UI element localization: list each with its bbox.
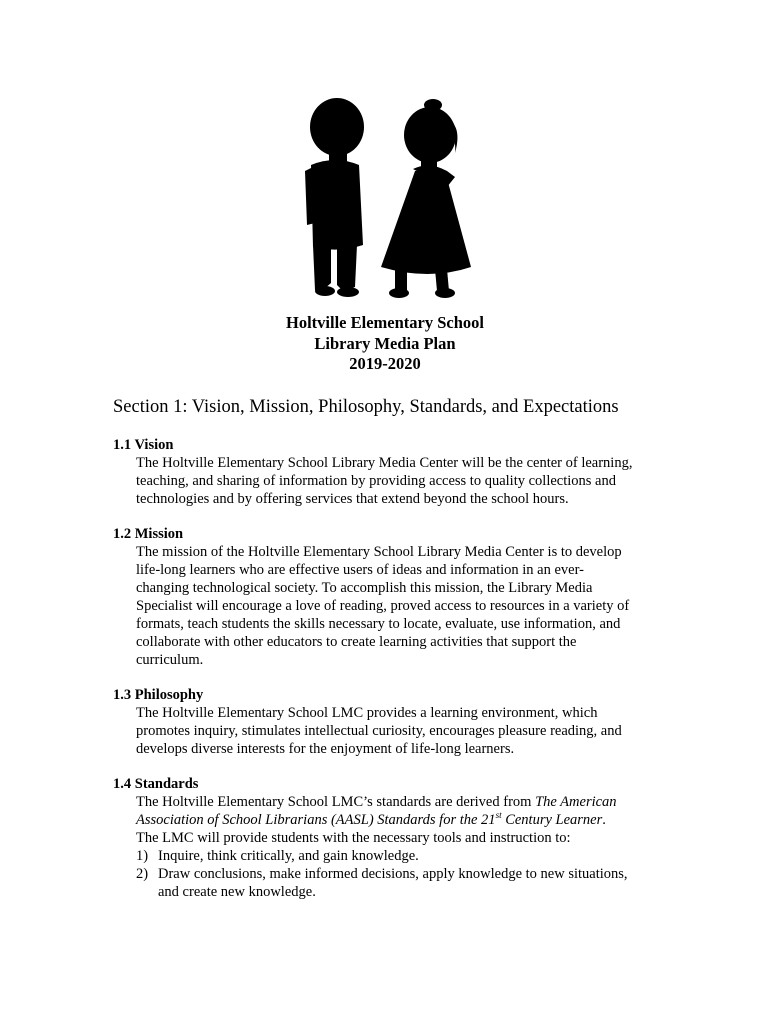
list-item-text: and create new knowledge.: [158, 884, 316, 900]
mission-line: changing technological society. To accomplish this mission, the Library Media: [136, 580, 593, 596]
mission-line: collaborate with other educators to create learning activities that support the: [136, 634, 577, 650]
mission-paragraph: [136, 543, 673, 669]
list-item: [136, 865, 673, 901]
mission-line: formats, teach students the skills necessary to locate, evaluate, use information, and: [136, 616, 621, 632]
standards-list: [136, 847, 673, 901]
standards-text: The Holtville Elementary School LMC’s standards are derived from: [136, 794, 536, 810]
document-title-block: [0, 313, 770, 375]
plan-year: 2019-2020: [349, 354, 421, 373]
aasl-title-part: Association of School Librarians (AASL) Standards for the 21: [136, 812, 496, 828]
school-name: Holtville Elementary School: [286, 313, 484, 332]
mission-heading: 1.2 Mission: [113, 526, 184, 542]
standards-paragraph: [136, 793, 673, 847]
standards-line: [136, 793, 673, 811]
aasl-title-part: Century Learner: [501, 812, 603, 828]
section-heading: Section 1: Vision, Mission, Philosophy, Standards, and Expectations: [113, 397, 619, 417]
list-number: 2): [136, 866, 149, 882]
philosophy-paragraph: [136, 704, 673, 758]
mission-line: The mission of the Holtville Elementary School Library Media Center is to develop: [136, 544, 622, 560]
standards-heading: 1.4 Standards: [113, 776, 199, 792]
mission-line: curriculum.: [136, 652, 204, 668]
vision-line: teaching, and sharing of information by providing access to quality collections and: [136, 473, 616, 489]
boy-silhouette: [305, 98, 364, 297]
philosophy-line: develops diverse interests for the enjoyment of life-long learners.: [136, 741, 515, 757]
philosophy-line: The Holtville Elementary School LMC provides a learning environment, which: [136, 705, 598, 721]
girl-silhouette: [381, 99, 471, 298]
ordinal-suffix: st: [495, 810, 502, 821]
children-silhouette-illustration: [295, 95, 480, 300]
document-body: [113, 436, 673, 901]
list-item-text: Inquire, think critically, and gain knowledge.: [158, 848, 419, 864]
list-item: [136, 847, 673, 865]
mission-line: life-long learners who are effective users of ideas and information in an ever-: [136, 562, 584, 578]
standards-line: [136, 811, 673, 829]
list-item-text: Draw conclusions, make informed decisions, apply knowledge to new situations,: [158, 866, 628, 882]
standards-line: The LMC will provide students with the necessary tools and instruction to:: [136, 830, 571, 846]
vision-paragraph: [136, 454, 673, 508]
vision-heading: 1.1 Vision: [113, 437, 174, 453]
vision-line: technologies and by offering services that extend beyond the school hours.: [136, 491, 569, 507]
mission-line: Specialist will encourage a love of reading, proved access to resources in a variety of: [136, 598, 630, 614]
philosophy-heading: 1.3 Philosophy: [113, 687, 204, 703]
standards-period: .: [602, 812, 606, 828]
vision-line: The Holtville Elementary School Library Media Center will be the center of learning,: [136, 455, 633, 471]
list-number: 1): [136, 848, 149, 864]
aasl-title-part: The American: [535, 794, 617, 810]
philosophy-line: promotes inquiry, stimulates intellectual curiosity, encourages pleasure reading, and: [136, 723, 622, 739]
plan-title: Library Media Plan: [314, 333, 456, 353]
